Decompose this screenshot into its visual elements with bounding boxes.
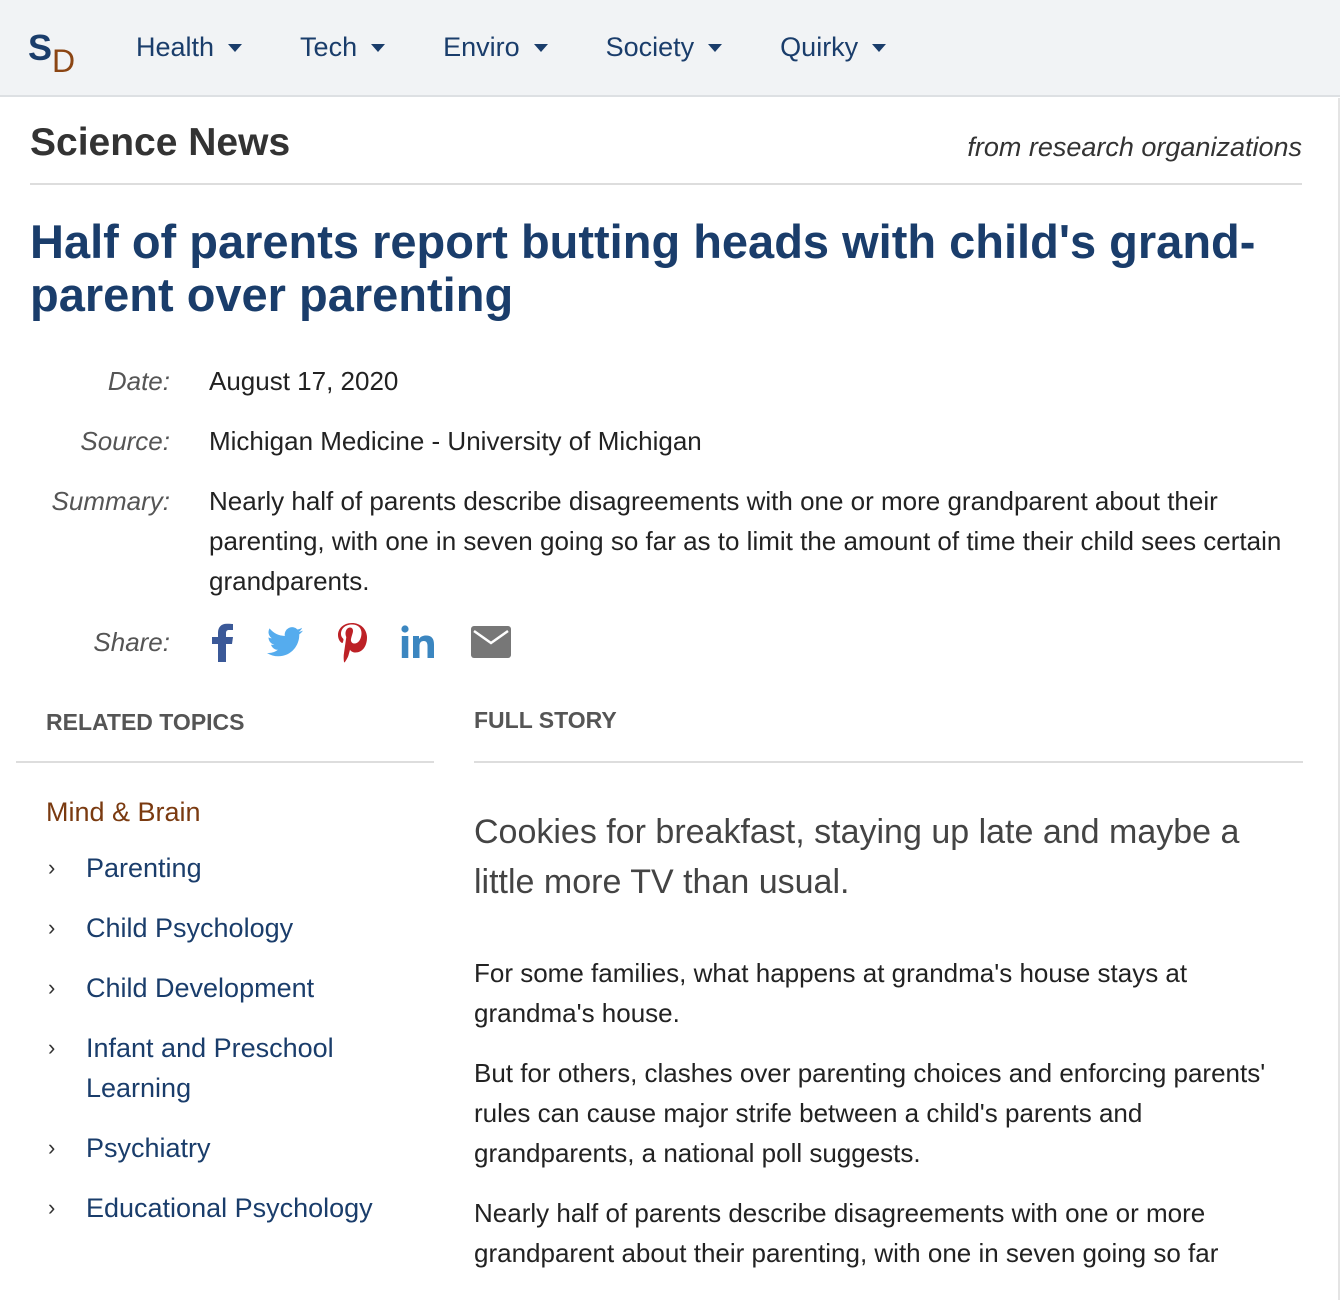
full-story-heading: FULL STORY bbox=[474, 705, 1303, 763]
story-paragraph: For some families, what happens at grandma's house stays at grandma's house. bbox=[474, 958, 1188, 1028]
nav-enviro[interactable] bbox=[443, 32, 548, 63]
topic-label: Infant and Preschool Learning bbox=[86, 1033, 334, 1103]
section-header bbox=[30, 97, 1302, 185]
chevron-right-icon: › bbox=[48, 915, 56, 940]
summary-label: Summary: bbox=[51, 486, 170, 516]
article-title: Half of parents report butting heads with child's grandparent over parenting bbox=[30, 215, 1256, 321]
topic-link[interactable] bbox=[48, 1188, 434, 1228]
logo-d: D bbox=[52, 42, 76, 79]
chevron-right-icon: › bbox=[48, 1195, 56, 1220]
top-nav bbox=[0, 0, 1340, 97]
topic-label: Psychiatry bbox=[86, 1133, 211, 1163]
linkedin-icon[interactable] bbox=[401, 625, 439, 659]
share-label: Share: bbox=[93, 627, 170, 657]
chevron-right-icon: › bbox=[48, 1035, 56, 1060]
full-story bbox=[474, 705, 1303, 1273]
caret-down-icon bbox=[708, 44, 722, 52]
topic-label: Parenting bbox=[86, 853, 202, 883]
nav-label: Health bbox=[136, 32, 215, 62]
related-topics-heading: RELATED TOPICS bbox=[16, 705, 434, 763]
category-mind-brain[interactable]: Mind & Brain bbox=[46, 797, 201, 827]
topic-link[interactable] bbox=[48, 1128, 434, 1168]
date-label: Date: bbox=[107, 366, 170, 396]
share-buttons bbox=[209, 621, 511, 663]
topic-link[interactable] bbox=[48, 908, 434, 948]
story-lead: Cookies for breakfast, staying up late and maybe a little more TV than usual. bbox=[474, 813, 1240, 901]
email-icon[interactable] bbox=[471, 626, 511, 658]
caret-down-icon bbox=[872, 44, 886, 52]
nav-label: Quirky bbox=[780, 32, 859, 62]
pinterest-icon[interactable] bbox=[335, 621, 369, 663]
topic-link[interactable] bbox=[48, 848, 434, 888]
facebook-icon[interactable] bbox=[209, 622, 235, 662]
topic-link[interactable] bbox=[48, 1028, 434, 1108]
related-topics bbox=[16, 705, 434, 1273]
nav-label: Enviro bbox=[443, 32, 520, 62]
nav-quirky[interactable] bbox=[780, 32, 886, 63]
brand-title[interactable]: Science News bbox=[30, 121, 291, 164]
caret-down-icon bbox=[371, 44, 385, 52]
topic-label: Child Development bbox=[86, 973, 315, 1003]
nav-health[interactable] bbox=[136, 32, 242, 63]
article-meta bbox=[30, 361, 1340, 663]
nav-label: Tech bbox=[300, 32, 358, 62]
nav-label: Society bbox=[605, 32, 695, 62]
tagline: from research organizations bbox=[967, 131, 1302, 162]
topic-label: Educational Psychology bbox=[86, 1193, 373, 1223]
chevron-right-icon: › bbox=[48, 855, 56, 880]
site-logo[interactable] bbox=[28, 23, 88, 79]
story-paragraph: But for others, clashes over parenting choices and enforcing parents' rules can cause major strife between a child's parents and grandparents, a national poll suggests. bbox=[474, 1058, 1266, 1168]
source-value: Michigan Medicine - University of Michigan bbox=[209, 426, 702, 456]
caret-down-icon bbox=[228, 44, 242, 52]
topic-label: Child Psychology bbox=[86, 913, 294, 943]
chevron-right-icon: › bbox=[48, 975, 56, 1000]
nav-society[interactable] bbox=[606, 32, 723, 63]
source-label: Source: bbox=[80, 426, 170, 456]
nav-tech[interactable] bbox=[300, 32, 385, 63]
summary-value: Nearly half of parents describe disagreements with one or more grandparent about their parenting, with one in seven going so far as to limit the amount of time their child sees certain grandparents. bbox=[209, 486, 1282, 596]
twitter-icon[interactable] bbox=[267, 627, 303, 657]
logo-s: S bbox=[28, 26, 53, 68]
topic-link[interactable] bbox=[48, 968, 434, 1008]
date-value: August 17, 2020 bbox=[209, 366, 399, 396]
story-paragraph: Nearly half of parents describe disagreements with one or more grandparent about their parenting, with one in seven going so far bbox=[474, 1198, 1219, 1268]
caret-down-icon bbox=[534, 44, 548, 52]
chevron-right-icon: › bbox=[48, 1135, 56, 1160]
